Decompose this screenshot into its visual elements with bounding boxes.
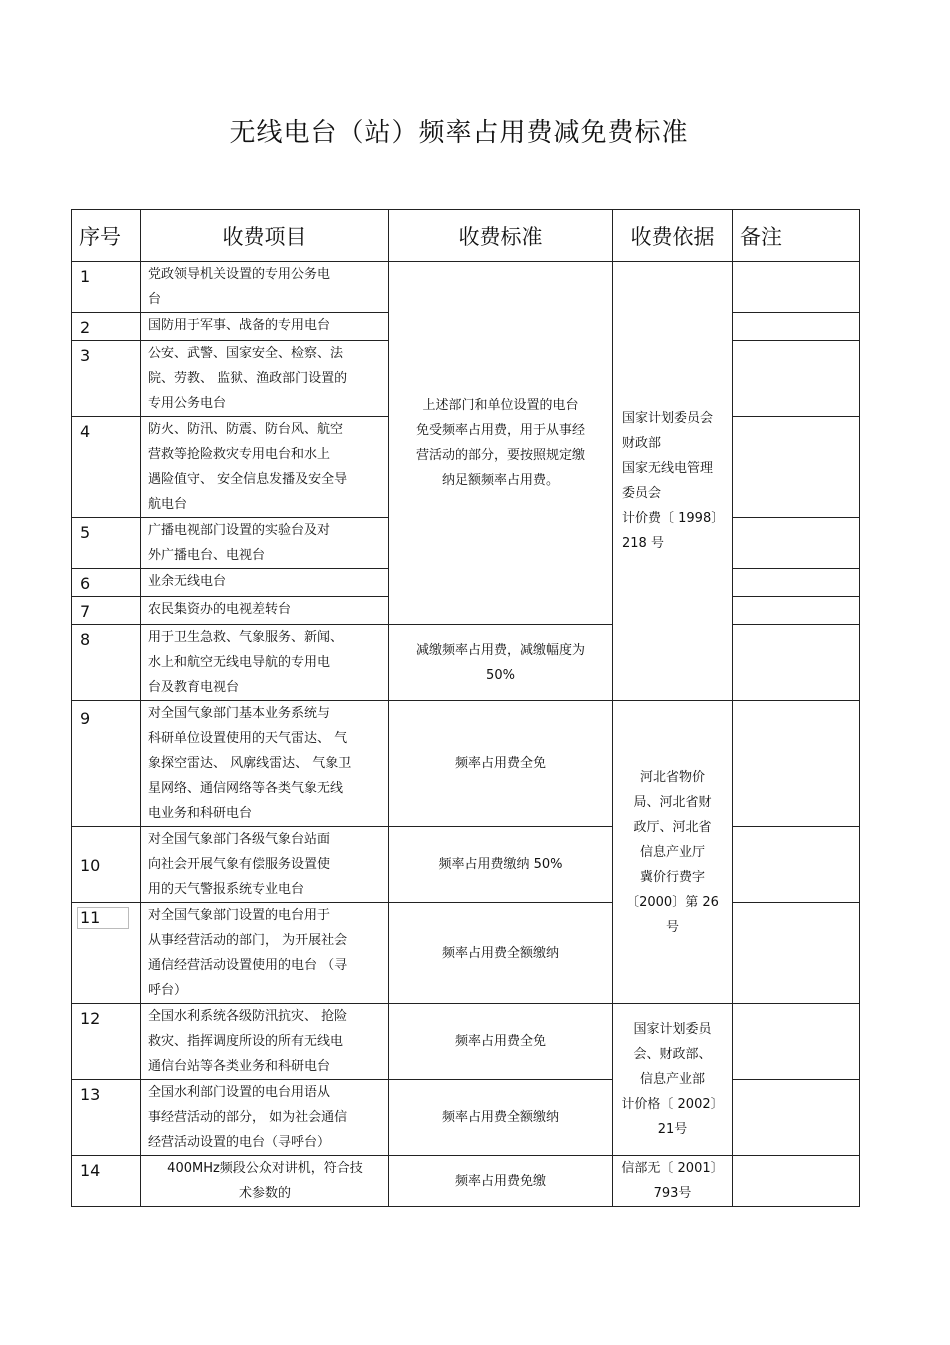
table-row xyxy=(72,1156,860,1207)
table-row xyxy=(72,1080,860,1156)
row-number: 2 xyxy=(72,313,141,341)
row-number: 5 xyxy=(72,518,141,569)
note-cell xyxy=(733,1004,860,1080)
fee-standard: 频率占用费全额缴纳 xyxy=(389,903,613,1004)
note-cell xyxy=(733,625,860,701)
header-row xyxy=(72,210,860,262)
fee-standard: 减缴频率占用费，减缴幅度为 50% xyxy=(389,625,613,701)
row-number: 6 xyxy=(72,569,141,597)
fee-standard: 频率占用费全免 xyxy=(389,1004,613,1080)
note-cell xyxy=(733,1156,860,1207)
row-number: 9 xyxy=(72,701,141,827)
table-row xyxy=(72,827,860,903)
fee-item: 全国水利系统各级防汛抗灾、 抢险 救灾、指挥调度所设的所有无线电 通信台站等各类业务和科研电台 xyxy=(141,1004,389,1080)
table-row xyxy=(72,625,860,701)
fee-standard: 频率占用费免缴 xyxy=(389,1156,613,1207)
fee-item: 用于卫生急救、气象服务、新闻、 水上和航空无线电导航的专用电 台及教育电视台 xyxy=(141,625,389,701)
fee-table xyxy=(71,209,860,1207)
fee-item: 党政领导机关设置的专用公务电 台 xyxy=(141,262,389,313)
fee-item: 对全国气象部门设置的电台用于 从事经营活动的部门， 为开展社会 通信经营活动设置使用的电台 （寻 呼台） xyxy=(141,903,389,1004)
row-number: 13 xyxy=(72,1080,141,1156)
note-cell xyxy=(733,903,860,1004)
table-row xyxy=(72,903,860,1004)
fee-standard: 频率占用费全额缴纳 xyxy=(389,1080,613,1156)
fee-item: 国防用于军事、战备的专用电台 xyxy=(141,313,389,341)
fee-basis: 河北省物价 局、河北省财 政厅、河北省 信息产业厅 冀价行费字 〔2000〕第 26 号 xyxy=(613,701,733,1004)
row-number: 7 xyxy=(72,597,141,625)
note-cell xyxy=(733,313,860,341)
fee-item: 业余无线电台 xyxy=(141,569,389,597)
header-note: 备注 xyxy=(733,210,860,262)
row-number: 3 xyxy=(72,341,141,417)
row-number: 10 xyxy=(72,827,141,903)
table-row xyxy=(72,262,860,313)
fee-item: 对全国气象部门各级气象台站面 向社会开展气象有偿服务设置使 用的天气警报系统专业电台 xyxy=(141,827,389,903)
table-row xyxy=(72,1004,860,1080)
row-number: 11 xyxy=(77,907,129,929)
fee-item: 防火、防汛、防震、防台风、航空 营救等抢险救灾专用电台和水上 遇险值守、 安全信息发播及安全导 航电台 xyxy=(141,417,389,518)
note-cell xyxy=(733,597,860,625)
fee-basis: 信部无〔 2001〕 793号 xyxy=(613,1156,733,1207)
note-cell xyxy=(733,701,860,827)
row-number-cell xyxy=(72,903,141,1004)
header-standard: 收费标准 xyxy=(389,210,613,262)
fee-basis: 国家计划委员 会、财政部、 信息产业部 计价格〔 2002〕 21号 xyxy=(613,1004,733,1156)
fee-item: 公安、武警、国家安全、检察、法 院、劳教、 监狱、渔政部门设置的 专用公务电台 xyxy=(141,341,389,417)
table-row xyxy=(72,701,860,827)
header-item: 收费项目 xyxy=(141,210,389,262)
fee-item: 400MHz频段公众对讲机，符合技 术参数的 xyxy=(141,1156,389,1207)
fee-standard: 上述部门和单位设置的电台 免受频率占用费，用于从事经 营活动的部分，要按照规定缴 纳足额频率占用费。 xyxy=(389,262,613,625)
row-number: 12 xyxy=(72,1004,141,1080)
fee-standard: 频率占用费缴纳 50% xyxy=(389,827,613,903)
note-cell xyxy=(733,569,860,597)
row-number: 4 xyxy=(72,417,141,518)
row-number: 14 xyxy=(72,1156,141,1207)
header-number: 序号 xyxy=(72,210,141,262)
note-cell xyxy=(733,417,860,518)
header-basis: 收费依据 xyxy=(613,210,733,262)
note-cell xyxy=(733,262,860,313)
note-cell xyxy=(733,827,860,903)
note-cell xyxy=(733,341,860,417)
fee-item: 对全国气象部门基本业务系统与 科研单位设置使用的天气雷达、 气 象探空雷达、 风廓线雷达、 气象卫 星网络、通信网络等各类气象无线 电业务和科研电台 xyxy=(141,701,389,827)
row-number: 1 xyxy=(72,262,141,313)
fee-basis: 国家计划委员会 财政部 国家无线电管理 委员会 计价费〔 1998〕 218 号 xyxy=(613,262,733,701)
fee-standard: 频率占用费全免 xyxy=(389,701,613,827)
fee-item: 广播电视部门设置的实验台及对 外广播电台、电视台 xyxy=(141,518,389,569)
row-number: 8 xyxy=(72,625,141,701)
note-cell xyxy=(733,518,860,569)
page-title: 无线电台（站）频率占用费减免费标准 xyxy=(229,118,689,148)
note-cell xyxy=(733,1080,860,1156)
fee-item: 全国水利部门设置的电台用语从 事经营活动的部分， 如为社会通信 经营活动设置的电台（寻呼台） xyxy=(141,1080,389,1156)
fee-item: 农民集资办的电视差转台 xyxy=(141,597,389,625)
